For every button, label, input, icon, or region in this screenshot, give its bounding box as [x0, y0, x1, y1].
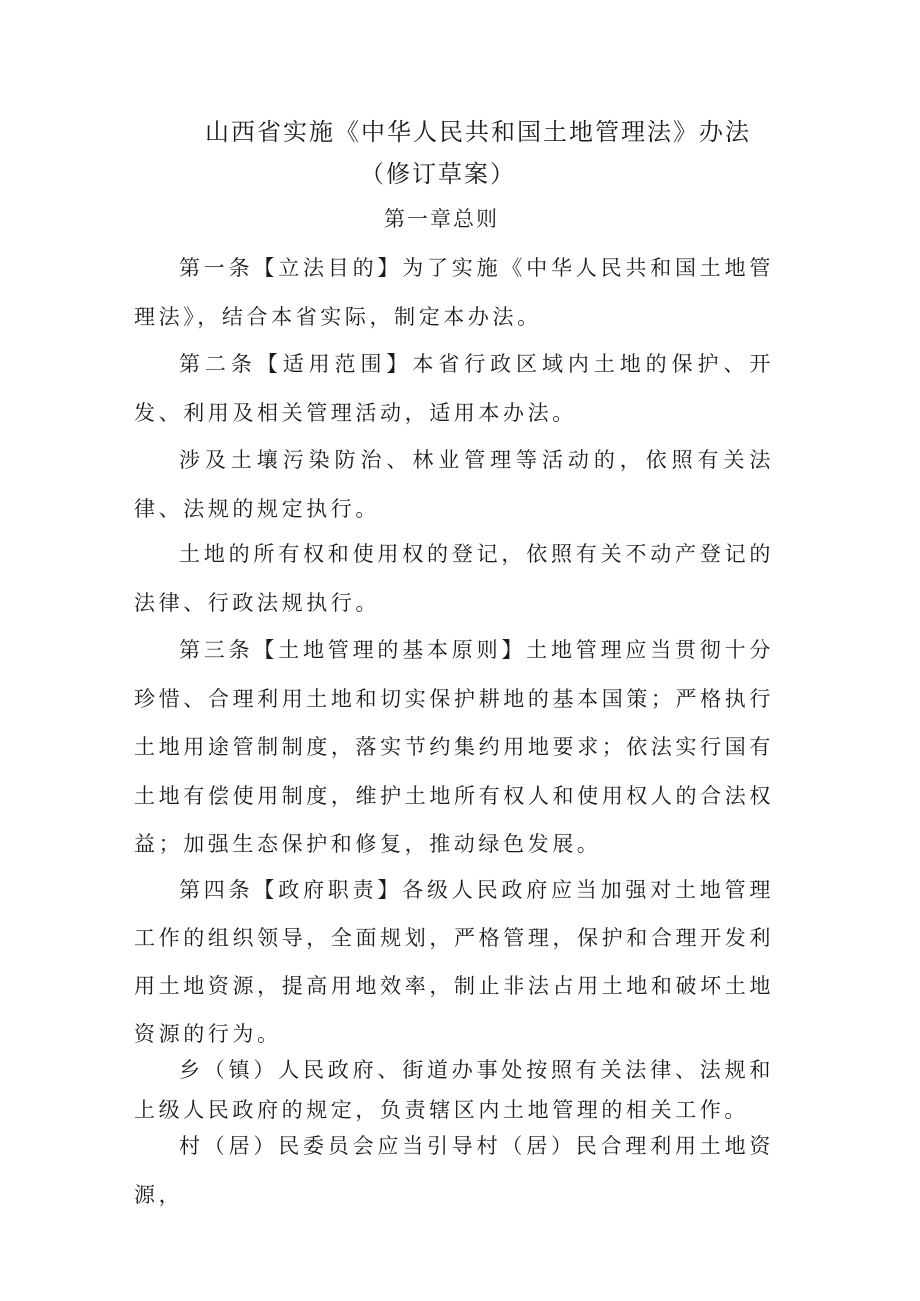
paragraph: 乡（镇）人民政府、街道办事处按照有关法律、法规和上级人民政府的规定，负责辖区内土地管理的相关工作。: [134, 1058, 774, 1122]
paragraph-article-3: 第三条【土地管理的基本原则】土地管理应当贯彻十分珍惜、合理利用土地和切实保护耕地的基本国策；严格执行土地用途管制制度，落实节约集约用地要求；依法实行国有土地有偿使用制度，维护土地所有权人和使用权人的合法权益；加强生态保护和修复，推动绿色发展。: [134, 638, 774, 856]
document-title: 山西省实施《中华人民共和国土地管理法》办法: [205, 118, 751, 146]
paragraph-article-2: 第二条【适用范围】本省行政区域内土地的保护、开发、利用及相关管理活动，适用本办法。: [134, 352, 774, 425]
paragraph-article-1: 第一条【立法目的】为了实施《中华人民共和国土地管理法》，结合本省实际，制定本办法。: [134, 256, 774, 329]
chapter-heading: 第一章总则: [384, 207, 499, 231]
paragraph: 土地的所有权和使用权的登记，依照有关不动产登记的法律、行政法规执行。: [134, 542, 774, 615]
paragraph: 涉及土壤污染防治、林业管理等活动的，依照有关法律、法规的规定执行。: [134, 448, 774, 521]
paragraph: 村（居）民委员会应当引导村（居）民合理利用土地资源，: [134, 1134, 774, 1207]
document-subtitle: （修订草案）: [360, 160, 516, 188]
paragraph-article-4: 第四条【政府职责】各级人民政府应当加强对土地管理工作的组织领导，全面规划，严格管理，保护和合理开发利用土地资源，提高用地效率，制止非法占用土地和破坏土地资源的行为。: [134, 878, 774, 1046]
